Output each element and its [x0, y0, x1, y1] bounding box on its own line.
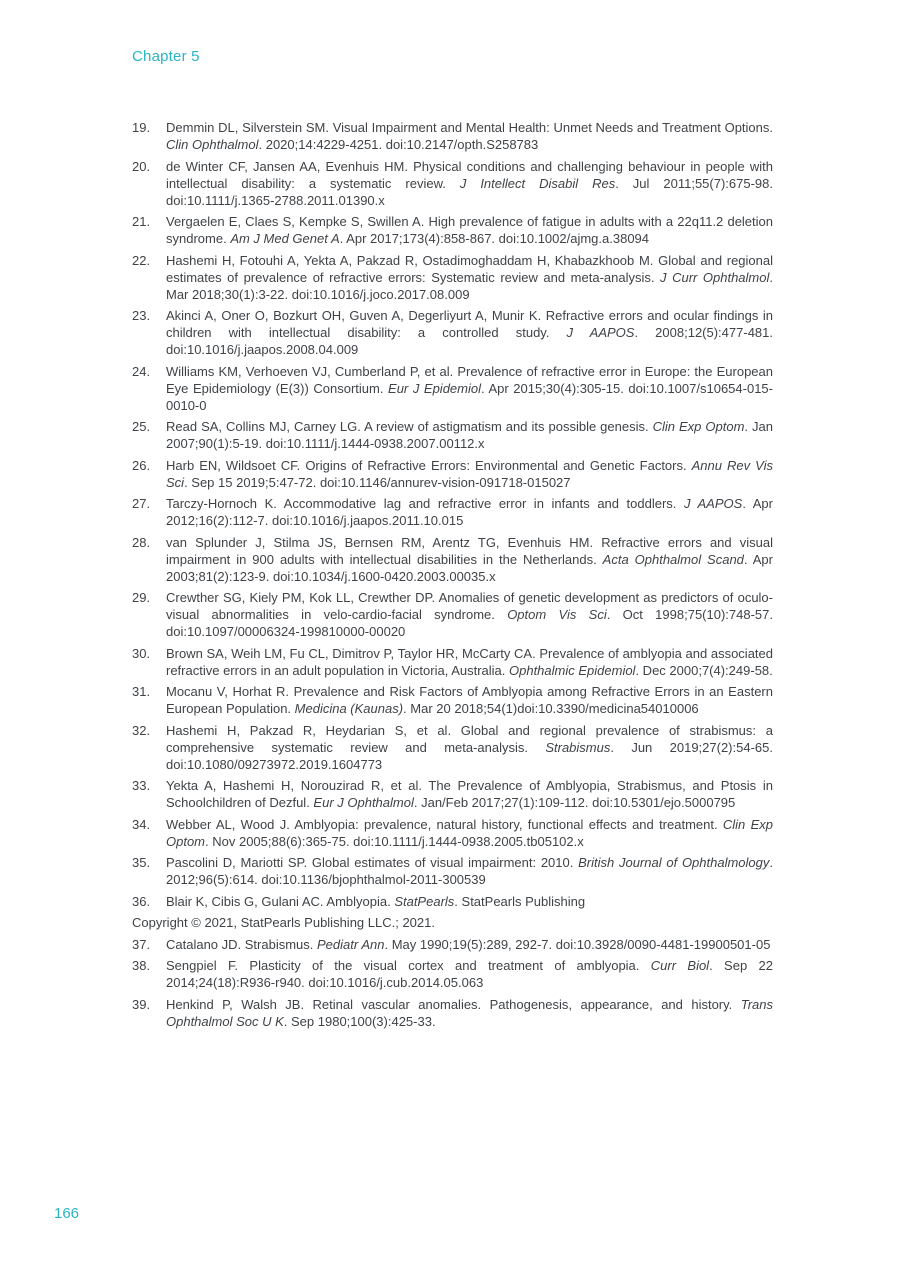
journal-name: Am J Med Genet A — [230, 231, 340, 246]
reference-number: 39. — [132, 996, 151, 1012]
citation-text: Catalano JD. Strabismus. — [166, 936, 318, 952]
journal-name: Eur J Epidemiol — [388, 380, 481, 396]
reference-item — [132, 683, 773, 717]
citation-text: Sengpiel F. Plasticity of the visual cortex and treatment of amblyopia. — [166, 958, 651, 973]
citation-text: . Jul 2011;55(7):675-98. doi:10.1111/j.1365-2788.2011.01390.x — [166, 175, 773, 208]
reference-item — [132, 816, 773, 850]
reference-item — [132, 534, 773, 585]
reference-text — [166, 589, 773, 640]
reference-text — [166, 307, 773, 358]
citation-text: Hashemi H, Fotouhi A, Yekta A, Pakzad R, Ostadimoghaddam H, Khabazkhoob M. Global and regional estimates of prevalence of refractive errors: Systematic review and meta-analysis. — [166, 252, 773, 285]
journal-name: Optom Vis Sci — [507, 607, 607, 622]
reference-number: 29. — [132, 590, 151, 605]
reference-item — [132, 307, 773, 358]
reference-item — [132, 119, 773, 153]
reference-number: 34. — [132, 816, 151, 832]
citation-text: de Winter CF, Jansen AA, Evenhuis HM. Physical conditions and challenging behaviour in people with intellectual disability: a systematic review. — [166, 158, 773, 191]
reference-number: 33. — [132, 778, 151, 793]
citation-text: Read SA, Collins MJ, Carney LG. A review of astigmatism and its possible genesis. — [166, 419, 653, 434]
page-number: 166 — [54, 1205, 80, 1222]
reference-text — [166, 534, 773, 585]
reference-text — [166, 457, 773, 491]
reference-number: 22. — [132, 252, 151, 268]
journal-name: J AAPOS — [683, 496, 743, 511]
reference-item — [132, 722, 773, 773]
reference-text — [166, 495, 773, 529]
reference-number: 37. — [132, 936, 151, 952]
journal-name: Eur J Ophthalmol — [313, 795, 414, 810]
journal-name: Pediatr Ann — [317, 936, 385, 952]
citation-text: Mocanu V, Horhat R. Prevalence and Risk Factors of Amblyopia among Refractive Errors in an Eastern European Population. — [166, 684, 773, 716]
journal-name: Acta Ophthalmol Scand — [602, 551, 744, 567]
journal-name: Clin Exp Optom — [652, 419, 745, 434]
journal-name: Medicina (Kaunas) — [294, 701, 404, 716]
reference-text — [166, 645, 773, 679]
note-text: Copyright © 2021, StatPearls Publishing LLC.; 2021. — [132, 915, 435, 930]
citation-text: . Dec 2000;7(4):249-58. — [635, 662, 773, 678]
citation-text: Blair K, Cibis G, Gulani AC. Amblyopia. — [166, 893, 395, 909]
reference-text — [166, 777, 773, 811]
reference-item — [132, 957, 773, 991]
reference-text — [166, 936, 773, 953]
citation-text: Demmin DL, Silverstein SM. Visual Impairment and Mental Health: Unmet Needs and Treatment Options. — [166, 120, 773, 135]
reference-item — [132, 363, 773, 414]
citation-text: . Mar 2018;30(1):3-22. doi:10.1016/j.joco.2017.08.009 — [166, 269, 774, 302]
reference-number: 27. — [132, 496, 151, 511]
citation-text: . Apr 2012;16(2):112-7. doi:10.1016/j.jaapos.2011.10.015 — [166, 496, 773, 528]
reference-text — [166, 213, 773, 247]
journal-name: J Curr Ophthalmol — [660, 269, 770, 285]
citation-text: . Oct 1998;75(10):748-57. doi:10.1097/00006324-199810000-00020 — [166, 607, 773, 639]
journal-name: Curr Biol — [650, 958, 710, 973]
reference-text — [166, 363, 773, 414]
reference-item — [132, 213, 773, 247]
citation-text: . Apr 2003;81(2):123-9. doi:10.1034/j.1600-0420.2003.00035.x — [166, 551, 773, 584]
reference-number: 19. — [132, 120, 151, 135]
citation-text: . May 1990;19(5):289, 292-7. doi:10.3928/0090-4481-19900501-05 — [384, 936, 771, 952]
citation-text: Yekta A, Hashemi H, Norouzirad R, et al. The Prevalence of Amblyopia, Strabismus, and Ptosis in Schoolchildren of Dezful. — [166, 778, 773, 810]
citation-text: . Apr 2015;30(4):305-15. doi:10.1007/s10654-015-0010-0 — [166, 380, 773, 413]
reference-number: 20. — [132, 158, 151, 174]
reference-item — [132, 495, 773, 529]
citation-text: Vergaelen E, Claes S, Kempke S, Swillen A. High prevalence of fatigue in adults with a 22q11.2 deletion syndrome. — [166, 214, 773, 246]
citation-text: Webber AL, Wood J. Amblyopia: prevalence, natural history, functional effects and treatment. — [166, 816, 723, 832]
citation-text: Pascolini D, Mariotti SP. Global estimates of visual impairment: 2010. — [166, 855, 579, 870]
journal-name: Ophthalmic Epidemiol — [509, 662, 636, 678]
chapter-heading: Chapter 5 — [132, 48, 200, 65]
journal-name: StatPearls — [394, 893, 455, 909]
reference-number: 31. — [132, 684, 151, 699]
journal-name: Clin Exp Optom — [166, 816, 773, 849]
reference-text — [166, 957, 773, 991]
reference-item — [132, 854, 773, 888]
journal-name: Trans Ophthalmol Soc U K — [166, 996, 773, 1029]
reference-number: 23. — [132, 308, 151, 323]
citation-text: Brown SA, Weih LM, Fu CL, Dimitrov P, Taylor HR, McCarty CA. Prevalence of amblyopia and associated refractive errors in an adult population in Victoria, Australia. — [166, 645, 773, 678]
citation-text: . 2012;96(5):614. doi:10.1136/bjophthalmol-2011-300539 — [166, 855, 774, 887]
journal-name: Clin Ophthalmol — [166, 137, 259, 152]
citation-text: . Sep 22 2014;24(18):R936-r940. doi:10.1016/j.cub.2014.05.063 — [166, 958, 773, 990]
citation-text: . Apr 2017;173(4):858-867. doi:10.1002/ajmg.a.38094 — [339, 231, 650, 246]
journal-name: J Intellect Disabil Res — [459, 175, 616, 191]
reference-item — [132, 893, 773, 910]
references-list — [132, 119, 773, 1034]
reference-number: 28. — [132, 534, 151, 550]
citation-text: Crewther SG, Kiely PM, Kok LL, Crewther DP. Anomalies of genetic development as predictors of oculo-visual abnormalities in velo-cardio-facial syndrome. — [166, 590, 773, 622]
journal-name: Strabismus — [545, 739, 611, 755]
reference-item — [132, 645, 773, 679]
citation-text: Akinci A, Oner O, Bozkurt OH, Guven A, Degerliyurt A, Munir K. Refractive errors and ocular findings in children with intellectual disability: a controlled study. — [166, 308, 773, 340]
citation-text: . 2020;14:4229-4251. doi:10.2147/opth.S258783 — [258, 137, 539, 152]
reference-text — [166, 722, 773, 773]
reference-number: 25. — [132, 419, 151, 434]
reference-item — [132, 996, 773, 1030]
citation-text: . Nov 2005;88(6):365-75. doi:10.1111/j.1444-0938.2005.tb05102.x — [205, 833, 584, 849]
copyright-note — [132, 914, 773, 931]
reference-number: 30. — [132, 645, 151, 661]
reference-item — [132, 777, 773, 811]
reference-item — [132, 457, 773, 491]
reference-item — [132, 589, 773, 640]
citation-text: van Splunder J, Stilma JS, Bernsen RM, Arentz TG, Evenhuis HM. Refractive errors and visual impairment in 900 adults with intellectual disabilities in the Netherlands. — [166, 534, 773, 567]
citation-text: . Jun 2019;27(2):54-65. doi:10.1080/09273972.2019.1604773 — [166, 739, 773, 772]
citation-text: Harb EN, Wildsoet CF. Origins of Refractive Errors: Environmental and Genetic Factors. — [166, 457, 692, 473]
citation-text: . Mar 20 2018;54(1)doi:10.3390/medicina54010006 — [403, 701, 699, 716]
reference-number: 36. — [132, 893, 151, 909]
reference-text — [166, 996, 773, 1030]
journal-name: Annu Rev Vis Sci — [166, 457, 774, 490]
citation-text: . Sep 15 2019;5:47-72. doi:10.1146/annurev-vision-091718-015027 — [184, 474, 571, 490]
citation-text: . 2008;12(5):477-481. doi:10.1016/j.jaapos.2008.04.009 — [166, 325, 773, 357]
reference-item — [132, 418, 773, 452]
reference-item — [132, 252, 773, 303]
citation-text: Tarczy-Hornoch K. Accommodative lag and refractive error in infants and toddlers. — [166, 496, 684, 511]
reference-number: 24. — [132, 363, 151, 379]
citation-text: Henkind P, Walsh JB. Retinal vascular anomalies. Pathogenesis, appearance, and history. — [166, 996, 741, 1012]
journal-name: British Journal of Ophthalmology — [578, 855, 770, 870]
citation-text: Williams KM, Verhoeven VJ, Cumberland P, et al. Prevalence of refractive error in Europe: the European Eye Epidemiology (E(3)) Consortium. — [166, 363, 773, 396]
reference-text — [166, 683, 773, 717]
citation-text: . Sep 1980;100(3):425-33. — [283, 1013, 436, 1029]
reference-item — [132, 158, 773, 209]
citation-text: . Jan 2007;90(1):5-19. doi:10.1111/j.1444-0938.2007.00112.x — [166, 419, 773, 451]
reference-text — [166, 816, 773, 850]
reference-number: 35. — [132, 855, 151, 870]
reference-text — [166, 119, 773, 153]
reference-number: 38. — [132, 958, 151, 973]
reference-text — [166, 418, 773, 452]
citation-text: Hashemi H, Pakzad R, Heydarian S, et al. Global and regional prevalence of strabismus: a comprehensive systematic review and meta-analysis. — [166, 722, 773, 755]
citation-text: . Jan/Feb 2017;27(1):109-112. doi:10.5301/ejo.5000795 — [413, 795, 736, 810]
citation-text: . StatPearls Publishing — [454, 893, 586, 909]
reference-item — [132, 936, 773, 953]
reference-number: 32. — [132, 722, 151, 738]
journal-name: J AAPOS — [566, 325, 635, 340]
reference-text — [166, 854, 773, 888]
reference-number: 21. — [132, 214, 151, 229]
reference-text — [166, 893, 773, 910]
reference-text — [166, 158, 773, 209]
reference-text — [166, 252, 773, 303]
reference-number: 26. — [132, 457, 151, 473]
